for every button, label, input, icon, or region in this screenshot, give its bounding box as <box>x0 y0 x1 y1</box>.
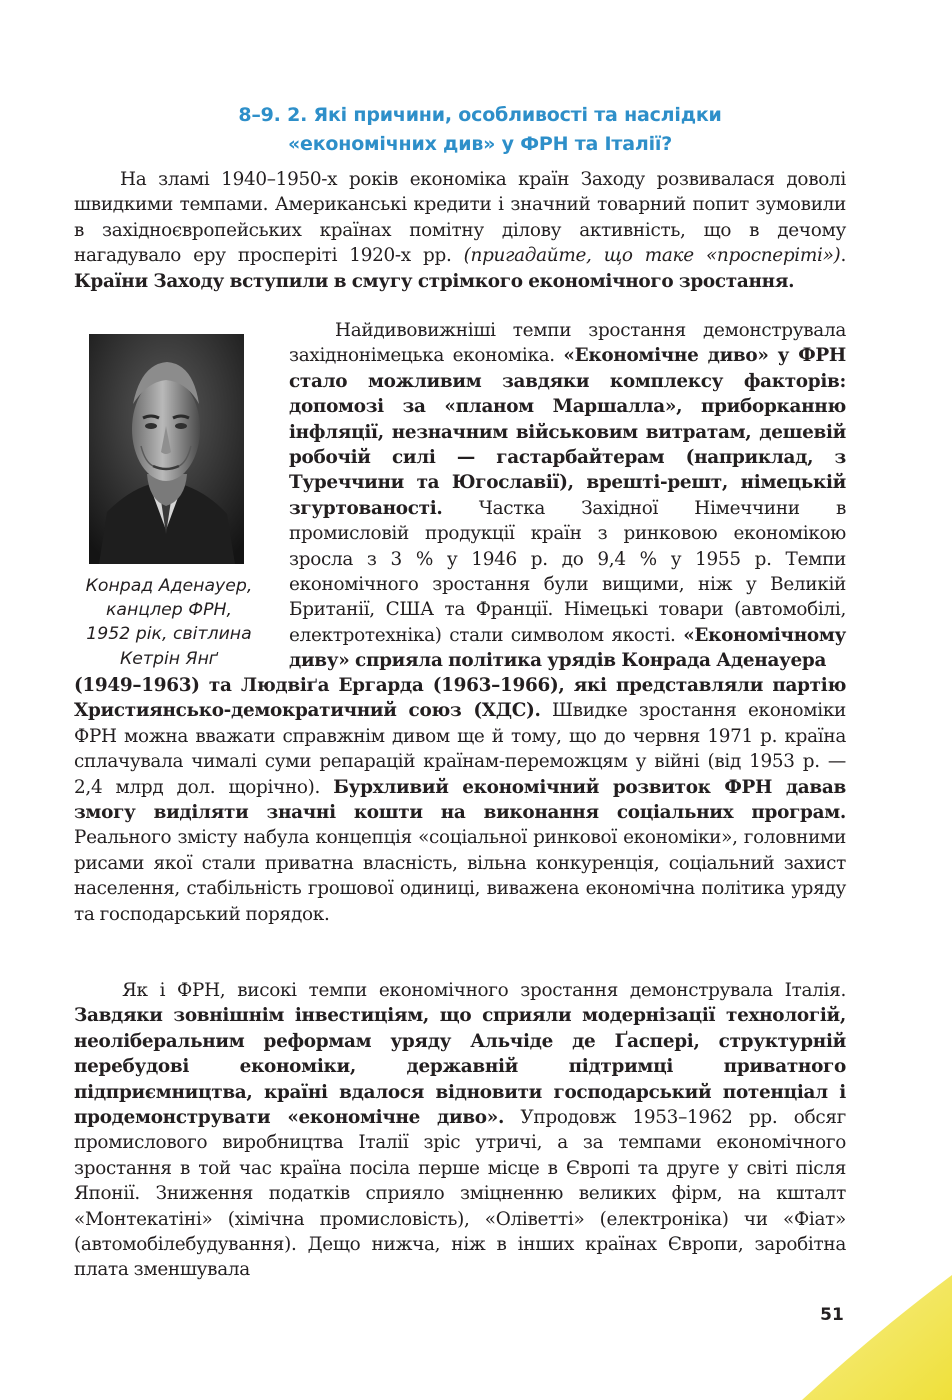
paragraph-1-text-b: . <box>840 245 846 267</box>
paragraph-4-bold-a: Завдяки зовнішнім інвестиціям, що сприяли модернізації технологій, неоліберальним реформам уряду Альчіде де Ґаспері, структурній перебудові економіки, державній підтримці приватного підприємництва, країні вдалося відновити господарський потенціал і продемонструвати «економічне диво». <box>74 1005 846 1129</box>
paragraph-3-bold-b: Бурхливий економічний розвиток ФРН давав змогу виділяти значні кошти на виконання соціальних програм. <box>74 776 846 824</box>
section-title-line-1: 8–9. 2. Які причини, особливості та наслідки <box>238 104 722 126</box>
paragraph-2-bold-b: «Економічному диву» сприяла політика урядів Конрада Аденауера <box>289 624 846 672</box>
paragraph-2-text-a: Найдивовижніші темпи зростання демонструвала західнонімецька економіка. <box>289 320 846 367</box>
photo-caption-line-4: Кетрін Янґ <box>120 648 218 669</box>
photo-caption-line-2: канцлер ФРН, <box>105 600 232 621</box>
paragraph-2-text-b: Частка Західної Німеччини в промисловій продукції країн з ринковою економікою зросла з 3 % у 1946 р. до 9,4 % у 1955 р. Темпи економічного зростання були вищими, ніж у Великій Британії, США та Франції. Німецькі товари (автомобілі, електротехніка) стали символом якості. <box>289 497 846 646</box>
paragraph-1-italic-note: (пригадайте, що таке «просперіті») <box>463 245 841 267</box>
section-title <box>120 101 840 159</box>
photo-caption <box>70 574 268 671</box>
photo-caption-line-1: Конрад Аденауер, <box>85 576 253 596</box>
paragraph-2-bold-a: «Економічне диво» у ФРН стало можливим завдяки комплексу факторів: допомозі за «планом Маршалла», приборканню інфляції, незначним військовим витратам, дешевій робочій силі — гастарбайтерам (наприклад, з Туреччини та Югославії), врешті-решт, німецькій згуртованості. <box>289 345 846 519</box>
page-number: 51 <box>820 1305 844 1325</box>
paragraph-1-text-a: На зламі 1940–1950-х років економіка країн Заходу розвивалася доволі швидкими темпами. Американські кредити і значний товарний попит зумовили в західноєвропейських країнах помітну ділову активність, що в дечому нагадувало еру просперіті 1920-х рр. <box>74 169 846 267</box>
paragraph-3-text-a: Швидке зростання економіки ФРН можна вважати справжнім дивом ще й тому, що до червня 1971 р. країна сплачувала чималі суми репарацій країнам-переможцям у війні (від 1953 р. — 2,4 млрд дол. щорічно). <box>74 700 846 798</box>
paragraph-3 <box>74 673 846 927</box>
section-title-line-2: «економічних див» у ФРН та Італії? <box>287 133 673 155</box>
paragraph-3-bold-a: (1949–1963) та Людвіґа Ергарда (1963–1966), які представляли партію Християнсько-демократичний союз (ХДС). <box>74 675 846 722</box>
page-corner-decoration <box>732 1265 952 1400</box>
paragraph-1 <box>74 167 846 294</box>
photo-caption-line-3: 1952 рік, світлина <box>86 624 252 645</box>
portrait-photo-icon <box>89 334 244 564</box>
paragraph-4 <box>74 978 846 1283</box>
paragraph-3-text-b: Реального змісту набула концепція «соціальної ринкової економіки», головними рисами якої стали приватна власність, вільна конкуренція, соціальний захист населення, стабільність грошової одиниці, виважена економічна політика уряду та господарський порядок. <box>74 827 846 925</box>
paragraph-2 <box>289 318 846 674</box>
portrait-photo <box>89 334 244 564</box>
paragraph-4-text-b: Упродовж 1953–1962 рр. обсяг промислового виробництва Італії зріс утричі, а за темпами економічного зростання в той час країна посіла перше місце в Європі та друге у світі після Японії. Зниження податків сприяло зміцненню великих фірм, на кшталт «Монтекатіні» (хімічна промисловість), «Оліветті» (електроніка) чи «Фіат» (автомобілебудування). Дещо нижча, ніж в інших країнах Європи, заробітна плата зменшувала <box>74 1107 846 1281</box>
paragraph-4-text-a: Як і ФРН, високі темпи економічного зростання демонструвала Італія. <box>122 980 846 1001</box>
paragraph-1-bold-statement: Країни Заходу вступили в смугу стрімкого економічного зростання. <box>74 270 795 292</box>
